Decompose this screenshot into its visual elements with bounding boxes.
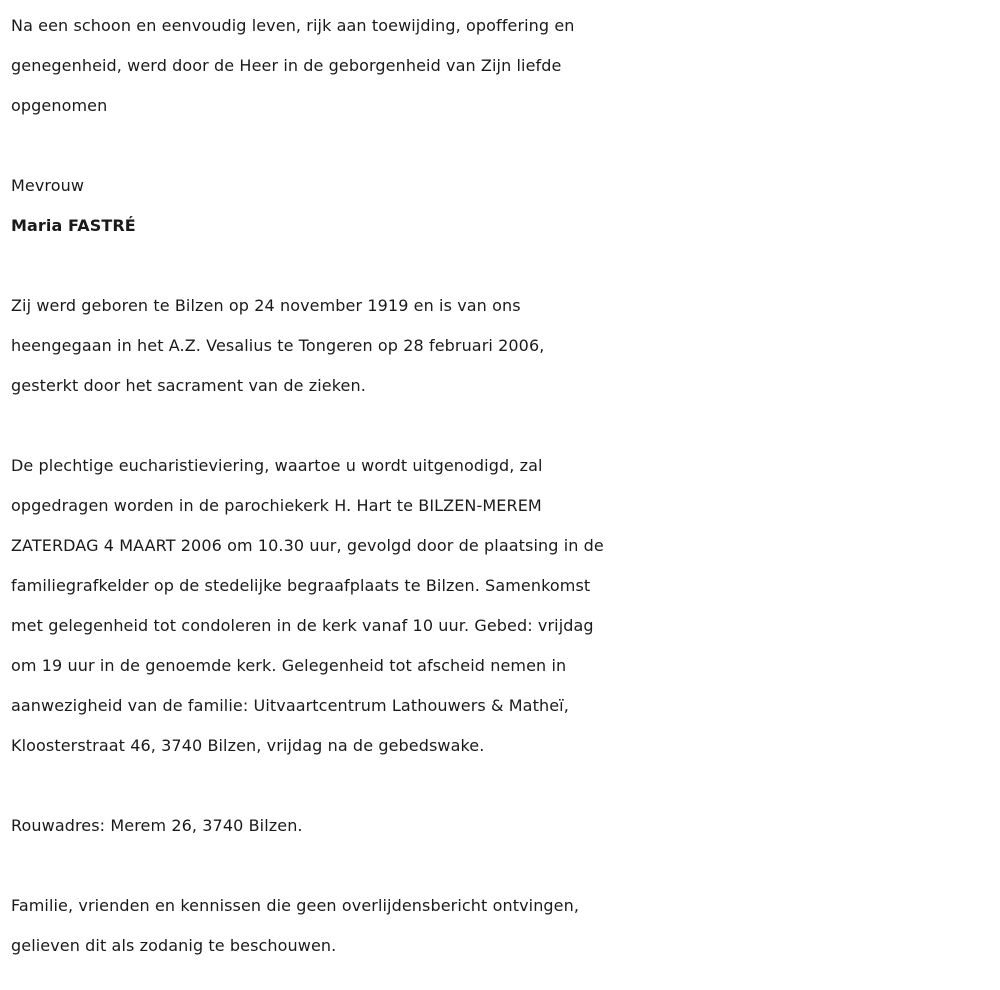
birth-death-line: Zij werd geboren te Bilzen op 24 november 1919 en is van ons xyxy=(11,296,521,315)
ceremony-line: ZATERDAG 4 MAART 2006 om 10.30 uur, gevolgd door de plaatsing in de xyxy=(11,536,604,555)
intro-line: genegenheid, werd door de Heer in de geborgenheid van Zijn liefde xyxy=(11,56,562,75)
spacer xyxy=(11,126,990,166)
deceased-name: Maria FASTRÉ xyxy=(11,216,136,235)
mourning-address: Rouwadres: Merem 26, 3740 Bilzen. xyxy=(11,816,303,835)
spacer xyxy=(11,846,990,886)
spacer xyxy=(11,246,990,286)
intro-paragraph xyxy=(11,6,990,126)
intro-line: opgenomen xyxy=(11,96,108,115)
ceremony-paragraph xyxy=(11,446,990,766)
ceremony-line: aanwezigheid van de familie: Uitvaartcentrum Lathouwers & Matheï, xyxy=(11,696,569,715)
intro-line: Na een schoon en eenvoudig leven, rijk aan toewijding, opoffering en xyxy=(11,16,575,35)
ceremony-line: om 19 uur in de genoemde kerk. Gelegenheid tot afscheid nemen in xyxy=(11,656,567,675)
closing-line: Familie, vrienden en kennissen die geen overlijdensbericht ontvingen, xyxy=(11,896,580,915)
spacer xyxy=(11,766,990,806)
ceremony-line: Kloosterstraat 46, 3740 Bilzen, vrijdag na de gebedswake. xyxy=(11,736,485,755)
closing-paragraph xyxy=(11,886,990,966)
ceremony-line: familiegrafkelder op de stedelijke begraafplaats te Bilzen. Samenkomst xyxy=(11,576,591,595)
birth-death-line: heengegaan in het A.Z. Vesalius te Tongeren op 28 februari 2006, xyxy=(11,336,545,355)
ceremony-line: opgedragen worden in de parochiekerk H. Hart te BILZEN-MEREM xyxy=(11,496,542,515)
ceremony-line: De plechtige eucharistieviering, waartoe u wordt uitgenodigd, zal xyxy=(11,456,543,475)
spacer xyxy=(11,406,990,446)
closing-line: gelieven dit als zodanig te beschouwen. xyxy=(11,936,337,955)
birth-death-paragraph xyxy=(11,286,990,406)
ceremony-line: met gelegenheid tot condoleren in de kerk vanaf 10 uur. Gebed: vrijdag xyxy=(11,616,594,635)
birth-death-line: gesterkt door het sacrament van de zieken. xyxy=(11,376,366,395)
salutation: Mevrouw xyxy=(11,176,85,195)
